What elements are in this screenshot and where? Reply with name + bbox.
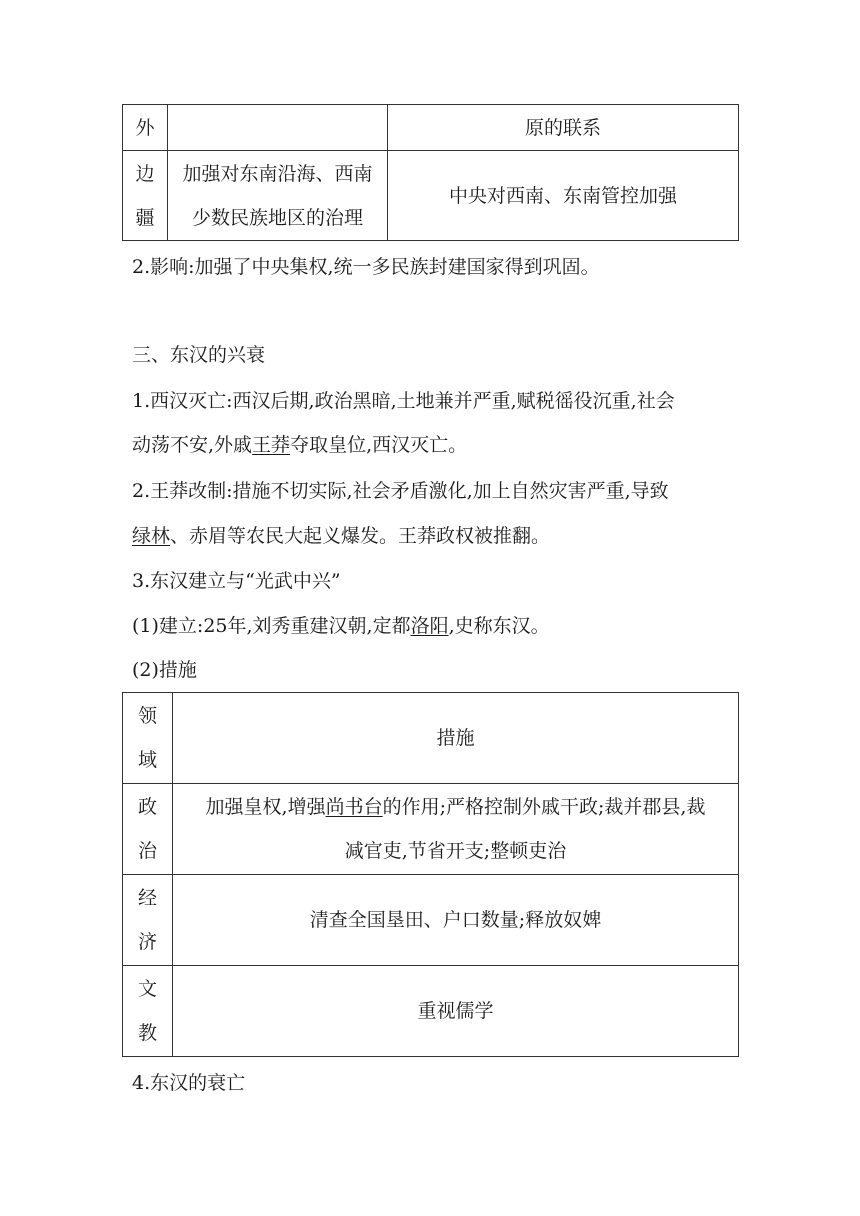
table-row — [123, 784, 739, 875]
cell-line: 域 — [137, 749, 157, 771]
text-span: 夺取皇位,西汉灭亡。 — [290, 434, 468, 456]
paragraph-line — [132, 614, 742, 638]
text-span: (1)建立:25年,刘秀重建汉朝,定都 — [132, 615, 411, 637]
table-cell — [123, 693, 173, 784]
underlined-term: 绿林 — [132, 525, 171, 547]
cell-line: 治 — [137, 840, 157, 862]
text-span: 动荡不安,外戚 — [132, 434, 253, 456]
table-cell — [168, 105, 388, 151]
table-cell: 清查全国垦田、户口数量;释放奴婢 — [173, 875, 739, 966]
table-row — [123, 151, 739, 241]
table-row — [123, 966, 739, 1057]
text-span: ,史称东汉。 — [448, 615, 550, 637]
underlined-term: 尚书台 — [325, 796, 383, 818]
cell-line: 济 — [137, 931, 157, 953]
cell-line — [179, 785, 732, 829]
table-cell — [168, 151, 388, 241]
frontier-table — [122, 104, 739, 241]
table-cell — [123, 151, 168, 241]
cell-line: 疆 — [135, 206, 155, 229]
table-cell: 外 — [123, 105, 168, 151]
cell-line: 教 — [137, 1022, 157, 1044]
measures-table — [122, 692, 739, 1057]
table-cell — [123, 784, 173, 875]
cell-line: 减官吏,节省开支;整顿吏治 — [344, 840, 567, 862]
cell-line: 经 — [137, 887, 157, 909]
cell-line: 边 — [135, 162, 155, 185]
paragraph-line: 2.王莽改制:措施不切实际,社会矛盾激化,加上自然灾害严重,导致 — [132, 480, 669, 502]
table-cell: 重视儒学 — [173, 966, 739, 1057]
table-cell — [123, 966, 173, 1057]
paragraph-line: 4.东汉的衰亡 — [132, 1072, 246, 1094]
paragraph-line — [132, 524, 742, 548]
cell-line: 少数民族地区的治理 — [191, 206, 363, 229]
paragraph-line: (2)措施 — [132, 659, 197, 681]
cell-line: 领 — [137, 705, 157, 727]
underlined-term: 洛阳 — [410, 615, 449, 637]
table-header-cell: 措施 — [173, 693, 739, 784]
table-cell: 原的联系 — [388, 105, 739, 151]
paragraph-line: 1.西汉灭亡:西汉后期,政治黑暗,土地兼并严重,赋税徭役沉重,社会 — [132, 390, 675, 412]
influence-line: 2.影响:加强了中央集权,统一多民族封建国家得到巩固。 — [132, 256, 600, 278]
table-cell: 中央对西南、东南管控加强 — [388, 151, 739, 241]
table-row — [123, 105, 739, 151]
paragraph-line: 3.东汉建立与“光武中兴” — [132, 570, 341, 592]
table-cell — [123, 875, 173, 966]
text-span: 、赤眉等农民大起义爆发。王莽政权被推翻。 — [170, 525, 551, 547]
paragraph-line — [132, 433, 742, 457]
text-span: 加强皇权,增强 — [205, 796, 326, 818]
text-span: 的作用;严格控制外戚干政;裁并郡县,裁 — [382, 796, 706, 818]
cell-line: 文 — [137, 978, 157, 1000]
table-row — [123, 693, 739, 784]
cell-line: 加强对东南沿海、西南 — [182, 162, 373, 185]
section-heading: 三、东汉的兴衰 — [132, 344, 266, 366]
underlined-term: 王莽 — [252, 434, 291, 456]
table-cell — [173, 784, 739, 875]
cell-line: 政 — [137, 796, 157, 818]
table-row — [123, 875, 739, 966]
